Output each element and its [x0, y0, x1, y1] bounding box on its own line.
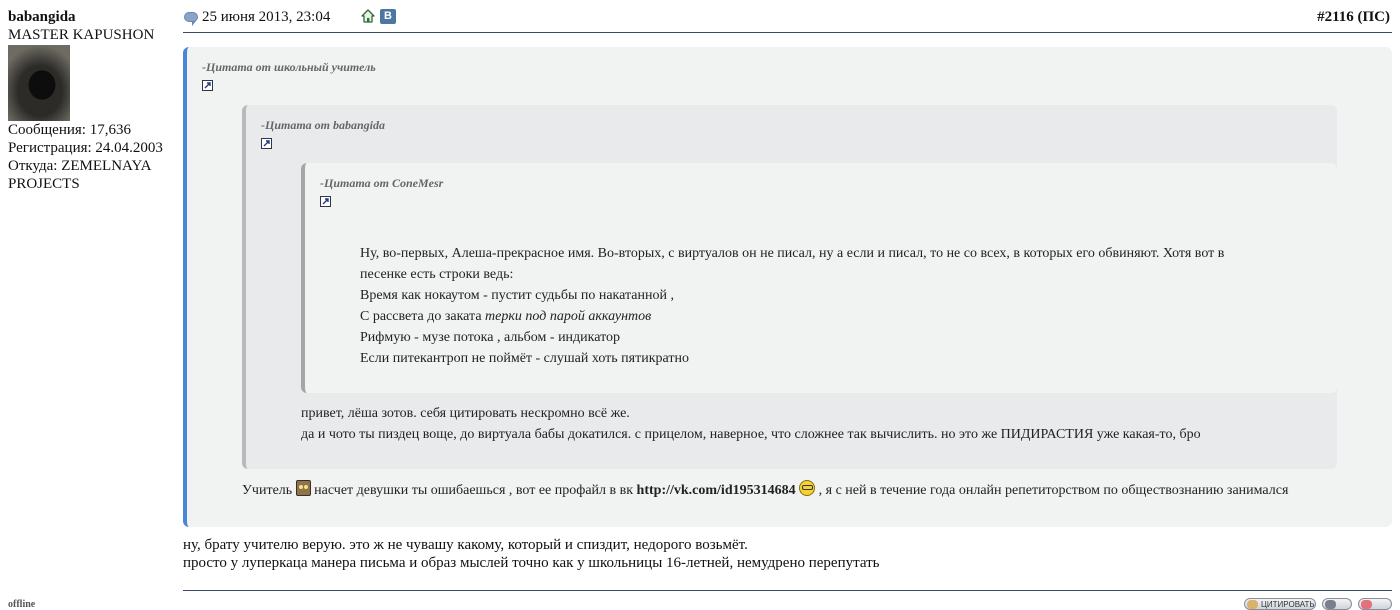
online-status: offline	[8, 599, 36, 610]
vk-profile-link[interactable]: http://vk.com/id195314684	[636, 483, 796, 498]
username-link[interactable]: babangida	[8, 9, 76, 25]
user-title: MASTER KAPUSHON	[8, 27, 155, 43]
quote-middle-author: -Цитата от babangida	[261, 118, 386, 132]
quote-inner-text	[360, 243, 1320, 369]
vk-icon[interactable]: B	[380, 9, 396, 24]
post-header	[183, 8, 1392, 33]
jump-to-post-icon[interactable]	[202, 80, 213, 91]
multiquote-button[interactable]	[1322, 598, 1352, 610]
quote-outer-text	[242, 480, 1382, 501]
quote-outer-author: -Цитата от школьный учитель	[202, 60, 376, 74]
home-icon[interactable]	[361, 9, 375, 23]
quote-inner-line: Если питекантроп не поймёт - слушай хоть пятикратно	[360, 351, 689, 366]
post-number-suffix: (ПС)	[1357, 9, 1390, 25]
quote-inner-author: -Цитата от ConeMesr	[320, 176, 444, 190]
speech-bubble-icon	[184, 12, 198, 22]
user-panel	[8, 8, 178, 193]
user-registration: Регистрация: 24.04.2003	[8, 140, 163, 156]
quote-middle-line: да и чото ты пиздец воще, до виртуала бабы докатился. с прицелом, наверное, что сложнее так вычислить. но это же ПИДИРАСТИЯ уже какая-то, бро	[301, 427, 1201, 442]
user-location-line2: PROJECTS	[8, 176, 80, 192]
quote-inner-line: Ну, во-первых, Алеша-прекрасное имя. Во-вторых, с виртуалов он не писал, ну а если и писал, то не со всех, в которых его обвиняют. Хотя вот в	[360, 246, 1225, 261]
quote-inner-line	[360, 306, 1320, 327]
multiquote-icon	[1325, 600, 1336, 609]
post-date: 25 июня 2013, 23:04	[202, 9, 331, 25]
quote-inner-line-italic: терки под парой аккаунтов	[485, 309, 652, 324]
post-body-line: просто у луперкаца манера письма и образ мыслей точно как у школьницы 16-летней, немудрено перепутать	[183, 555, 880, 571]
jump-to-post-icon[interactable]	[320, 196, 331, 207]
owl-smilie-icon	[296, 480, 311, 496]
quote-icon	[1247, 600, 1258, 609]
nerd-smilie-icon	[799, 480, 815, 496]
post-number[interactable]	[1317, 9, 1390, 26]
post-body	[183, 536, 880, 572]
post-footer	[183, 590, 1392, 609]
quote-middle-text	[301, 403, 1331, 445]
user-post-count: Сообщения: 17,636	[8, 122, 131, 138]
quote-inner-line: песенке есть строки ведь:	[360, 267, 514, 282]
avatar[interactable]	[8, 45, 70, 121]
quote-outer-text-part: Учитель	[242, 483, 296, 498]
quick-reply-icon	[1361, 600, 1372, 609]
quote-inner-line: Время как нокаутом - пустит судьбы по накатанной ,	[360, 288, 674, 303]
quick-reply-button[interactable]	[1358, 598, 1392, 610]
quote-button-label: ЦИТИРОВАТЬ	[1261, 600, 1315, 609]
user-location-line1: Откуда: ZEMELNAYA	[8, 158, 152, 174]
quote-outer-text-part: насчет девушки ты ошибаешься , вот ее профайл в вк	[310, 483, 637, 498]
quote-outer-text-part: , я с ней в течение года онлайн репетиторством по обществознанию занимался	[815, 483, 1289, 498]
quote-middle-line: привет, лёша зотов. себя цитировать нескромно всё же.	[301, 406, 630, 421]
post-number-value[interactable]: #2116	[1317, 9, 1354, 25]
quote-inner-line: Рифмую - музе потока , альбом - индикатор	[360, 330, 621, 345]
quote-button[interactable]	[1244, 598, 1316, 610]
jump-to-post-icon[interactable]	[261, 138, 272, 149]
quote-inner-line-plain: С рассвета до заката	[360, 309, 486, 324]
post-body-line: ну, брату учителю верую. это ж не чувашу какому, который и спиздит, недорого возьмёт.	[183, 537, 748, 553]
